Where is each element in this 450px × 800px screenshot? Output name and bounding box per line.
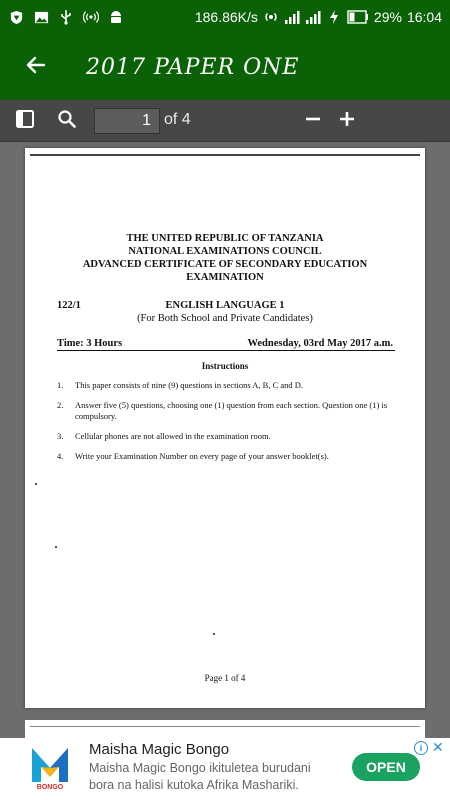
divider xyxy=(57,350,395,351)
minus-icon xyxy=(304,110,322,132)
scan-speck xyxy=(213,633,215,635)
item-number: 1. xyxy=(57,380,64,390)
clock: 16:04 xyxy=(406,9,442,25)
status-bar xyxy=(0,0,450,34)
hotspot-icon xyxy=(83,9,99,25)
battery-icon xyxy=(347,9,369,25)
status-left-icons xyxy=(0,9,124,25)
list-item xyxy=(57,451,397,462)
arrow-back-icon xyxy=(24,53,48,81)
plus-icon xyxy=(338,110,356,132)
pdf-page-2[interactable] xyxy=(25,720,425,738)
header-line: THE UNITED REPUBLIC OF TANZANIA xyxy=(126,233,324,244)
item-number: 3. xyxy=(57,431,64,441)
page-count-label: of 4 xyxy=(164,111,191,128)
page-footer: Page 1 of 4 xyxy=(204,673,246,683)
signal-4g-icon xyxy=(284,9,300,25)
item-text: Answer five (5) questions, choosing one (1) question from each section. Question one (1) is compulsory. xyxy=(75,400,388,421)
list-item xyxy=(57,380,397,391)
search-icon xyxy=(57,109,77,133)
sidebar-toggle-button[interactable] xyxy=(8,104,42,138)
ad-description: Maisha Magic Bongo ikituletea burudani bora na halisi kutoka Afrika Mashariki. xyxy=(89,761,311,792)
page-number-input[interactable]: 1 xyxy=(94,108,160,134)
list-item xyxy=(57,400,397,422)
instructions-title: Instructions xyxy=(201,361,249,371)
pdf-page-1[interactable] xyxy=(25,148,425,708)
page-title: 2017 PAPER ONE xyxy=(86,54,300,80)
item-text: Write your Examination Number on every page of your answer booklet(s). xyxy=(75,451,329,461)
image-icon xyxy=(33,9,49,25)
exam-header xyxy=(25,232,425,284)
signal-icon xyxy=(305,9,321,25)
wifi-icon xyxy=(263,9,279,25)
scan-border xyxy=(30,726,420,727)
battery-level: 29% xyxy=(373,9,402,25)
usb-icon xyxy=(58,9,74,25)
header-line: EXAMINATION xyxy=(186,272,264,283)
instructions-list xyxy=(57,380,397,471)
scan-border xyxy=(30,154,420,156)
paper-code: 122/1 xyxy=(57,300,81,311)
pdf-toolbar xyxy=(0,100,450,142)
exam-time: Time: 3 Hours xyxy=(57,338,123,349)
app-bar xyxy=(0,34,450,100)
search-button[interactable] xyxy=(50,104,84,138)
zoom-out-button[interactable] xyxy=(296,104,330,138)
subject-title: ENGLISH LANGUAGE 1 xyxy=(165,300,285,311)
item-text: This paper consists of nine (9) questions in sections A, B, C and D. xyxy=(75,380,304,390)
sidebar-icon xyxy=(15,109,35,133)
scan-speck xyxy=(55,546,57,548)
ad-brand: BONGO xyxy=(36,784,64,791)
zoom-in-button[interactable] xyxy=(330,104,364,138)
ad-banner[interactable] xyxy=(0,738,450,800)
network-speed: 186.86K/s xyxy=(194,9,258,25)
ad-title[interactable]: Maisha Magic Bongo xyxy=(89,741,230,758)
charging-icon xyxy=(326,9,342,25)
item-number: 2. xyxy=(57,400,64,410)
ad-close-icon[interactable]: ✕ xyxy=(432,739,444,755)
ad-open-button[interactable]: OPEN xyxy=(352,753,420,781)
item-number: 4. xyxy=(57,451,64,461)
item-text: Cellular phones are not allowed in the examination room. xyxy=(75,431,271,441)
android-icon xyxy=(108,9,124,25)
status-right xyxy=(195,9,450,25)
pdf-viewer[interactable] xyxy=(0,142,450,738)
exam-date: Wednesday, 03rd May 2017 a.m. xyxy=(247,338,393,349)
scan-speck xyxy=(35,483,37,485)
ad-info-icon[interactable]: i xyxy=(414,741,428,755)
back-button[interactable] xyxy=(8,39,64,95)
header-line: ADVANCED CERTIFICATE OF SECONDARY EDUCATION xyxy=(82,259,368,270)
shield-icon xyxy=(8,9,24,25)
header-line: NATIONAL EXAMINATIONS COUNCIL xyxy=(128,246,322,257)
list-item xyxy=(57,431,397,442)
candidates-note: (For Both School and Private Candidates) xyxy=(137,313,313,324)
